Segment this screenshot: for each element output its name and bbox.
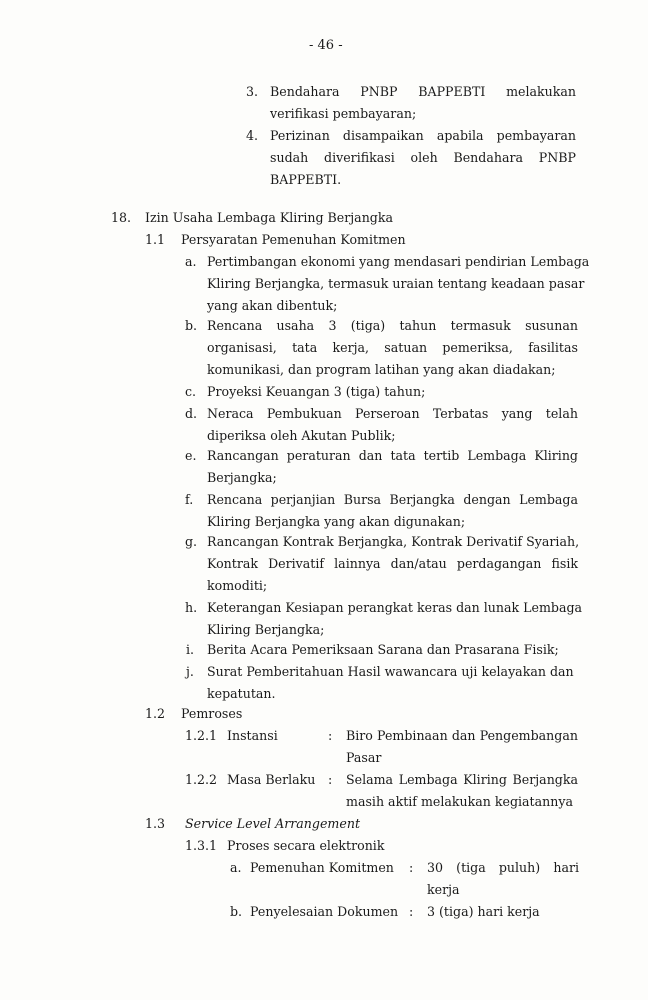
word: Rancangan <box>207 448 279 463</box>
item-line: komunikasi, dan program latihan yang akan diadakan; <box>207 362 556 377</box>
item-line: diperiksa oleh Akutan Publik; <box>207 428 396 443</box>
word: (tiga <box>456 860 486 875</box>
section-title: Izin Usaha Lembaga Kliring Berjangka <box>145 210 394 225</box>
row-colon: : <box>409 860 414 875</box>
word: PNBP <box>538 150 576 165</box>
row-value-line: masih aktif melakukan kegiatannya <box>346 794 573 809</box>
word: oleh <box>410 150 438 165</box>
word: Bursa <box>343 492 382 507</box>
item-line: komoditi; <box>207 578 268 593</box>
word: Lembaga <box>398 772 458 787</box>
word: Lembaga <box>519 492 578 507</box>
row-letter: b. <box>230 904 243 919</box>
word: Berjangka <box>512 772 578 787</box>
item-line: Proyeksi Keuangan 3 (tiga) tahun; <box>207 384 426 399</box>
word: dan/atau <box>390 556 447 571</box>
word: Pembukuan <box>266 406 342 421</box>
item-letter: c. <box>185 384 197 399</box>
item-line <box>207 408 578 421</box>
word: pembayaran <box>496 128 576 143</box>
word: Bendahara <box>453 150 523 165</box>
word: pemeriksa, <box>442 340 513 355</box>
item-letter: e. <box>185 448 197 463</box>
item-line: Kliring Berjangka; <box>207 622 325 637</box>
word: 3 <box>328 318 337 333</box>
word: tata <box>390 448 416 463</box>
word: fasilitas <box>528 340 578 355</box>
item-line <box>207 320 578 333</box>
item-line <box>207 558 578 571</box>
list-number: 3. <box>246 84 259 99</box>
word: peraturan <box>286 448 351 463</box>
word: Lembaga <box>467 448 527 463</box>
item-letter: j. <box>186 664 194 679</box>
word: Perizinan <box>270 128 330 143</box>
subsection-title: Service Level Arrangement <box>185 816 361 831</box>
item-line: Rancangan Kontrak Berjangka, Kontrak Derivatif Syariah, <box>207 534 580 549</box>
subsubsection-number: 1.3.1 <box>185 838 218 853</box>
word: dengan <box>463 492 511 507</box>
word: Perseroan <box>355 406 420 421</box>
list-number: 4. <box>246 128 259 143</box>
word: Biro <box>346 728 373 743</box>
row-value-line <box>346 774 578 787</box>
word: dan <box>451 728 476 743</box>
word: dan <box>358 448 383 463</box>
word: Rencana <box>207 492 263 507</box>
subsection-number: 1.2 <box>145 706 166 721</box>
word: tertib <box>423 448 460 463</box>
subsection-number: 1.1 <box>145 232 166 247</box>
list-item-line: verifikasi pembayaran; <box>270 106 417 121</box>
row-colon: : <box>409 904 414 919</box>
row-label: Penyelesaian Dokumen <box>250 904 399 919</box>
row-colon: : <box>328 728 333 743</box>
word: lainnya <box>334 556 381 571</box>
word: satuan <box>384 340 428 355</box>
word: usaha <box>276 318 315 333</box>
row-label: Instansi <box>227 728 278 743</box>
word: susunan <box>525 318 578 333</box>
word: kerja, <box>332 340 370 355</box>
word: perjanjian <box>270 492 336 507</box>
row-value-line: kerja <box>427 882 460 897</box>
row-value-line: Pasar <box>346 750 382 765</box>
row-colon: : <box>328 772 333 787</box>
word: puluh) <box>498 860 541 875</box>
word: yang <box>501 406 533 421</box>
word: 30 <box>427 860 444 875</box>
row-value-line <box>346 730 578 743</box>
item-line: Surat Pemberitahuan Hasil wawancara uji kelayakan dan <box>207 664 574 679</box>
word: Neraca <box>207 406 254 421</box>
word: Bendahara <box>270 84 340 99</box>
word: Berjangka <box>389 492 455 507</box>
item-line <box>207 494 578 507</box>
row-number: 1.2.1 <box>185 728 218 743</box>
subsection-title: Persyaratan Pemenuhan Komitmen <box>181 232 406 247</box>
list-item-line <box>270 130 576 143</box>
item-line: Kliring Berjangka, termasuk uraian tentang keadaan pasar <box>207 276 585 291</box>
item-line: Berita Acara Pemeriksaan Sarana dan Prasarana Fisik; <box>207 642 559 657</box>
word: Pembinaan <box>377 728 448 743</box>
item-letter: h. <box>185 600 198 615</box>
word: Terbatas <box>432 406 489 421</box>
item-line: Pertimbangan ekonomi yang mendasari pendirian Lembaga <box>207 254 590 269</box>
word: Kliring <box>463 772 507 787</box>
word: perdagangan <box>456 556 542 571</box>
word: Pengembangan <box>479 728 578 743</box>
row-value-line: 3 (tiga) hari kerja <box>427 904 540 919</box>
row-number: 1.2.2 <box>185 772 218 787</box>
item-letter: f. <box>185 492 194 507</box>
word: hari <box>553 860 579 875</box>
page-number: - 46 - <box>309 38 343 53</box>
subsection-number: 1.3 <box>145 816 166 831</box>
item-line <box>207 450 578 463</box>
row-value-line <box>427 862 579 875</box>
subsection-title: Pemroses <box>181 706 243 721</box>
item-line: Kliring Berjangka yang akan digunakan; <box>207 514 466 529</box>
item-letter: g. <box>185 534 198 549</box>
row-letter: a. <box>230 860 242 875</box>
word: tata <box>292 340 318 355</box>
section-number: 18. <box>111 210 132 225</box>
word: BAPPEBTI <box>418 84 486 99</box>
list-item-line <box>270 152 576 165</box>
word: Kontrak <box>207 556 258 571</box>
word: Derivatif <box>268 556 325 571</box>
word: disampaikan <box>342 128 424 143</box>
word: tahun <box>399 318 437 333</box>
row-label: Masa Berlaku <box>227 772 316 787</box>
word: PNBP <box>360 84 398 99</box>
list-item-line: BAPPEBTI. <box>270 172 342 187</box>
item-letter: i. <box>186 642 195 657</box>
item-line: Berjangka; <box>207 470 277 485</box>
word: melakukan <box>506 84 576 99</box>
word: termasuk <box>450 318 511 333</box>
item-line: yang akan dibentuk; <box>207 298 338 313</box>
word: fisik <box>551 556 578 571</box>
word: Selama <box>346 772 394 787</box>
word: telah <box>545 406 578 421</box>
word: diverifikasi <box>324 150 395 165</box>
item-letter: d. <box>185 406 198 421</box>
row-label: Pemenuhan Komitmen <box>250 860 394 875</box>
item-letter: b. <box>185 318 198 333</box>
word: organisasi, <box>207 340 277 355</box>
item-line: Keterangan Kesiapan perangkat keras dan lunak Lembaga <box>207 600 583 615</box>
word: Rencana <box>207 318 263 333</box>
word: (tiga) <box>350 318 386 333</box>
word: apabila <box>436 128 484 143</box>
item-line <box>207 342 578 355</box>
word: sudah <box>270 150 309 165</box>
list-item-line <box>270 86 576 99</box>
subsubsection-title: Proses secara elektronik <box>227 838 385 853</box>
item-letter: a. <box>185 254 197 269</box>
item-line: kepatutan. <box>207 686 276 701</box>
word: Kliring <box>534 448 578 463</box>
